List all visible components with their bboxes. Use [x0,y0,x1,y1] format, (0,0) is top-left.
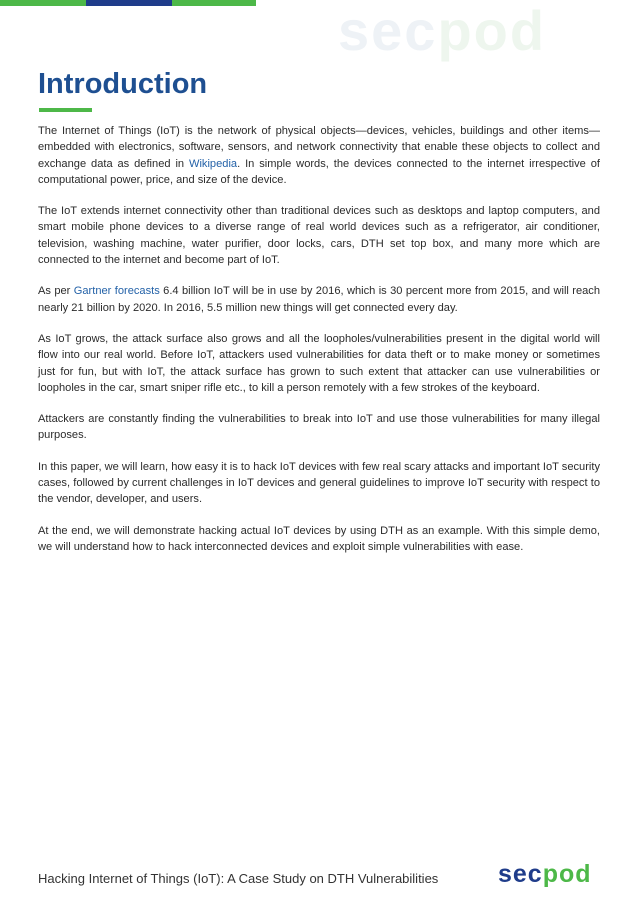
logo-sec-text: sec [498,860,543,888]
paragraph-5: Attackers are constantly finding the vulnerabilities to break into IoT and use those vulnerabilities for many illegal purposes. [38,413,600,442]
wikipedia-link[interactable]: Wikipedia [188,157,238,170]
logo-pod-text: pod [542,860,592,888]
top-bar-green-right [172,0,256,6]
secpod-watermark-logo [338,0,546,63]
paragraph-4: As IoT grows, the attack surface also grows and all the loopholes/vulnerabilities present in the digital world will flow into our real world. Before IoT, attackers used vulnerabilities for data theft or to make money or sometimes just for fun, but with IoT, the attack surface has grown to such extent that attacker can use vulnerabilities or loopholes in the car, smart sniper rifle etc., to kill a person remotely with a few strokes of the keyboard. [38,332,600,394]
top-bar-green-left [0,0,86,6]
paragraph-2: The IoT extends internet connectivity other than traditional devices such as desktops and laptop computers, and smart mobile phone devices to a diverse range of real world devices such as a refrigerator, air conditioner, television, washing machine, water purifier, door locks, cars, DTH set top box, and many more which are connected to the internet and become part of IoT. [38,205,600,267]
paragraph-6: In this paper, we will learn, how easy it is to hack IoT devices with few real scary attacks and important IoT security cases, followed by current challenges in IoT devices and general guidelines to improve IoT security with respect to the vendor, developer, and users. [38,460,600,506]
paragraph-1-text-start: The Internet of Things (IoT) is the network of physical objects—devices, vehicles, buildings and other items—embedded with electronics, software, sensors, and network connectivity that enable these objects to collect and exchange data as defined in [38,125,600,170]
watermark-sec-text: sec [338,0,438,62]
title-underline [39,108,92,112]
top-bar-blue [86,0,172,6]
paragraph-3-text-end: 6.4 billion IoT will be in use by 2016, which is 30 percent more from 2015, and will reach nearly 21 billion by 2020. In 2016, 5.5 million new things will get connected every day. [38,285,601,314]
paragraph-3 [38,283,600,316]
secpod-logo [498,860,592,889]
paragraph-7: At the end, we will demonstrate hacking actual IoT devices by using DTH as an example. With this simple demo, we will understand how to hack interconnected devices and exploit simple vulnerabilities with ease. [38,524,600,553]
paragraph-1-text-end: . In simple words, the devices connected to the internet irrespective of computational power, price, and size of the device. [38,157,600,186]
body-content [38,123,600,570]
footer-document-title: Hacking Internet of Things (IoT): A Case Study on DTH Vulnerabilities [38,871,439,886]
paragraph-3-text-start: As per [38,285,74,298]
paragraph-1 [38,123,600,188]
top-accent-bars [0,0,256,6]
page-title: Introduction [38,68,208,100]
gartner-forecasts-link[interactable]: Gartner forecasts [73,285,160,298]
watermark-pod-text: pod [437,0,547,62]
